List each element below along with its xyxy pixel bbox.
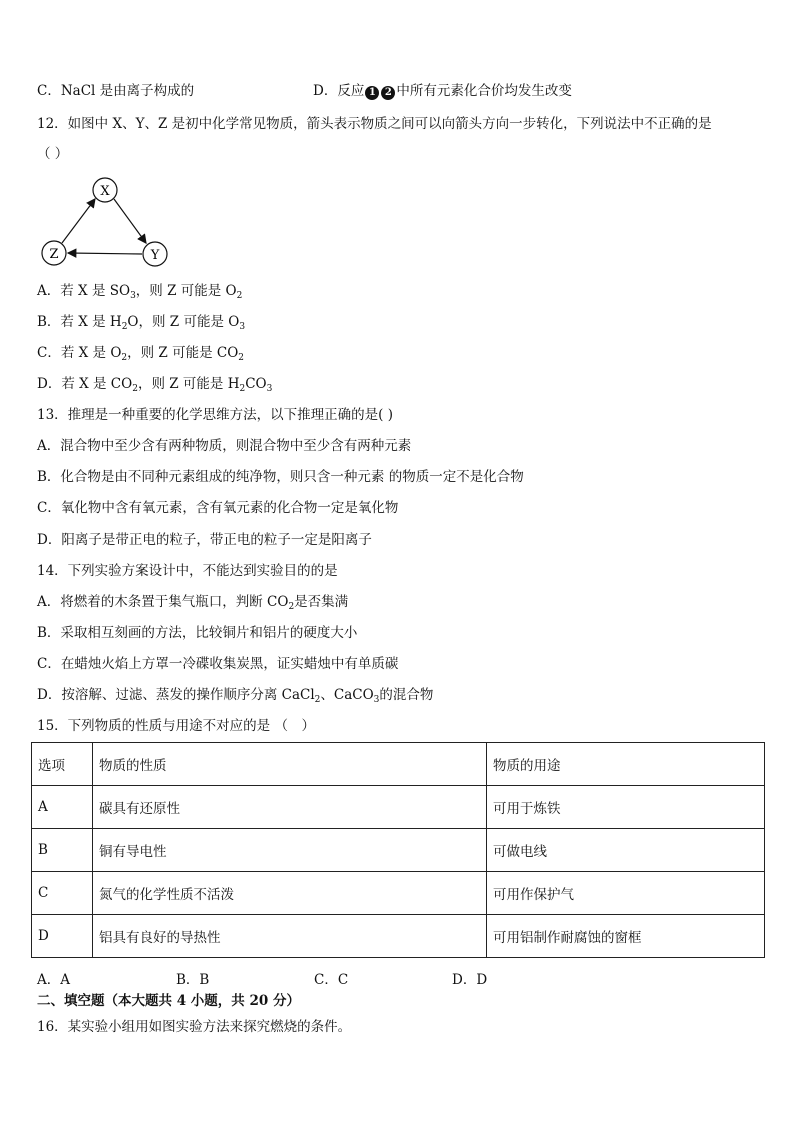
table-header-row: [32, 743, 765, 786]
table-cell: 铜有导电性: [93, 829, 487, 872]
node-y-label: Y: [150, 248, 160, 263]
q13-stem: 13．推理是一种重要的化学思维方法，以下推理正确的是( ): [37, 407, 394, 423]
q16-stem: 16．某实验小组用如图实验方法来探究燃烧的条件。: [37, 1019, 352, 1035]
header-cell: 物质的性质: [93, 743, 487, 786]
table-cell: 碳具有还原性: [93, 786, 487, 829]
table-cell: 铝具有良好的导热性: [93, 915, 487, 958]
table-cell: C: [32, 872, 93, 915]
table-row: [32, 915, 765, 958]
section-heading: 二、填空题（本大题共 4 小题，共 20 分）: [37, 993, 300, 1009]
q15-answer-d: D．D: [452, 972, 488, 988]
q11-d-prefix: D．反应: [313, 83, 365, 99]
table-cell: B: [32, 829, 93, 872]
circled-one-icon: 1: [365, 86, 379, 100]
q11-option-d: [313, 82, 572, 100]
q14-option-c: C．在蜡烛火焰上方罩一冷碟收集炭黑，证实蜡烛中有单质碳: [37, 656, 399, 672]
q14-option-d: D．按溶解、过滤、蒸发的操作顺序分离 CaCl$_2$、CaCO$_3$的混合物: [37, 687, 434, 705]
q14-option-b: B．采取相互刻画的方法，比较铜片和铝片的硬度大小: [37, 625, 358, 641]
q12-cycle-diagram: [36, 172, 176, 272]
table-cell: 可用于炼铁: [487, 786, 765, 829]
q13-option-c: C．氧化物中含有氧元素，含有氧元素的化合物一定是氧化物: [37, 500, 399, 516]
q12-option-a: A．若 X 是 $SO_3$，则 Z 可能是 $O_2$: [37, 283, 243, 301]
header-cell: 选项: [32, 743, 93, 786]
q14-option-a: A．将燃着的木条置于集气瓶口，判断 $CO_2$是否集满: [37, 594, 349, 612]
table-row: [32, 872, 765, 915]
arrow-z-to-x: [62, 199, 95, 243]
header-cell: 物质的用途: [487, 743, 765, 786]
arrow-y-to-z: [68, 253, 142, 254]
q15-answer-a: A．A: [37, 972, 70, 988]
node-z-label: Z: [49, 247, 59, 262]
q15-table: [31, 742, 765, 958]
q12-stem: 12．如图中 X、Y、Z 是初中化学常见物质，箭头表示物质之间可以向箭头方向一步转化，下列说法中不正确的是: [37, 116, 712, 132]
q11-d-suffix: 中所有元素化合价均发生改变: [396, 83, 572, 99]
table-cell: 可用作保护气: [487, 872, 765, 915]
q13-option-b: B．化合物是由不同种元素组成的纯净物，则只含一种元素 的物质一定不是化合物: [37, 469, 524, 485]
q12-option-d: D．若 X 是 $CO_2$，则 Z 可能是 $H_2CO_3$: [37, 376, 273, 394]
circled-two-icon: 2: [381, 86, 395, 100]
q15-answer-c: C．C: [314, 972, 349, 988]
table-cell: 可用铝制作耐腐蚀的窗框: [487, 915, 765, 958]
q11-option-c: C．NaCl 是由离子构成的: [37, 83, 195, 99]
q15-stem: 15．下列物质的性质与用途不对应的是 （ ）: [37, 718, 315, 734]
q13-option-a: A．混合物中至少含有两种物质，则混合物中至少含有两种元素: [37, 438, 412, 454]
table-cell: D: [32, 915, 93, 958]
table-cell: 氮气的化学性质不活泼: [93, 872, 487, 915]
table-row: [32, 786, 765, 829]
q12-option-b: B．若 X 是 $H_2O$，则 Z 可能是 $O_3$: [37, 314, 246, 332]
table-cell: 可做电线: [487, 829, 765, 872]
table-row: [32, 829, 765, 872]
table-cell: A: [32, 786, 93, 829]
q12-option-c: C．若 X 是 $O_2$，则 Z 可能是 $CO_2$: [37, 345, 245, 363]
q12-paren: （ ）: [37, 146, 69, 162]
arrow-x-to-y: [114, 199, 146, 243]
node-x-label: X: [100, 184, 110, 199]
q13-option-d: D．阳离子是带正电的粒子，带正电的粒子一定是阳离子: [37, 532, 372, 548]
q15-answer-b: B．B: [176, 972, 210, 988]
q14-stem: 14．下列实验方案设计中，不能达到实验目的的是: [37, 563, 338, 579]
